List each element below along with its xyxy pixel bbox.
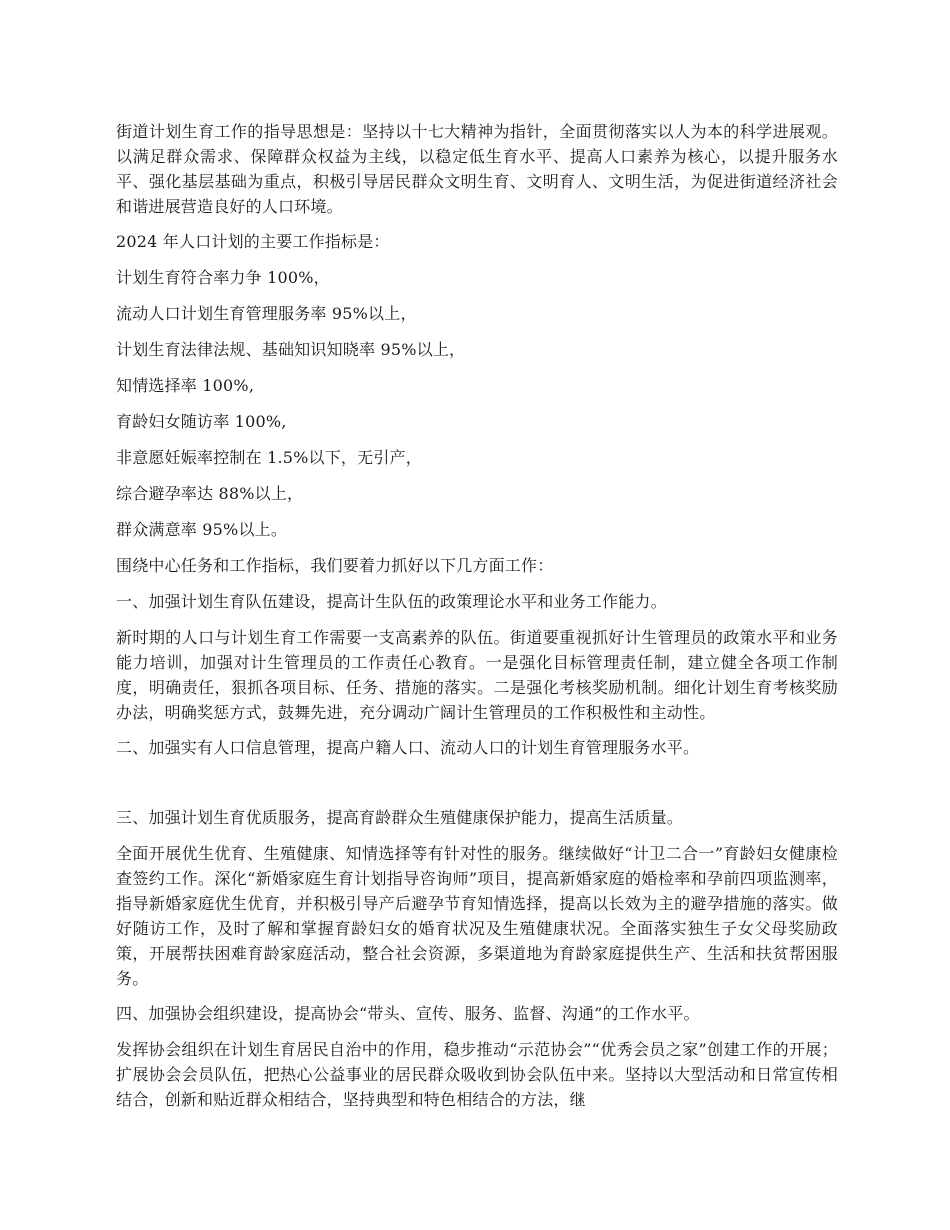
paragraph-section-1: 新时期的人口与计划生育工作需要一支高素养的队伍。街道要重视抓好计生管理员的政策水平和业务能力培训，加强对计生管理员的工作责任心教育。一是强化目标管理责任制，建立健全各项工作制度，明确责任，狠抓各项目标、任务、措施的落实。二是强化考核奖励机制。细化计划生育考核奖励办法，明确奖惩方式，鼓舞先进，充分调动广阔计生管理员的工作积极性和主动性。 [116,628,838,722]
indicator-contraception-rate: 综合避孕率达 88%以上， [116,484,304,503]
indicator-awareness-rate: 计划生育法律法规、基础知识知晓率 95%以上， [116,340,466,359]
blank-gap [116,771,838,805]
indicator-satisfaction-rate: 群众满意率 95%以上。 [116,520,288,539]
section-heading-2: 二、加强实有人口信息管理，提高户籍人口、流动人口的计划生育管理服务水平。 [116,738,700,757]
paragraph-section-4: 发挥协会组织在计划生育居民自治中的作用，稳步推动“示范协会”“优秀会员之家”创建工作的开展；扩展协会会员队伍，把热心公益事业的居民群众吸收到协会队伍中来。坚持以大型活动和日常宣传相结合，创新和贴近群众相结合，坚持典型和特色相结合的方法，继 [116,1040,838,1109]
section-heading-3: 三、加强计划生育优质服务，提高育龄群众生殖健康保护能力，提高生活质量。 [116,808,684,827]
section-heading-4: 四、加强协会组织建设，提高协会“带头、宣传、服务、监督、沟通”的工作水平。 [116,1004,700,1023]
indicator-follow-up-rate: 育龄妇女随访率 100%, [116,412,287,431]
paragraph-section-3: 全面开展优生优育、生殖健康、知情选择等有针对性的服务。继续做好“计卫二合一”育龄妇女健康检查签约工作。深化“新婚家庭生育计划指导咨询师”项目，提高新婚家庭的婚检率和孕前四项监测率，指导新婚家庭优生优育，并积极引导产后避孕节育知情选择，提高以长效为主的避孕措施的落实。做好随访工作，及时了解和掌握育龄妇女的婚育状况及生殖健康状况。全面落实独生子女父母奖励政策，开展帮扶困难育龄家庭活动，整合社会资源，多渠道地为育龄家庭提供生产、生活和扶贫帮困服务。 [116,844,838,988]
indicator-informed-choice: 知情选择率 100%, [116,376,255,395]
document-body [116,119,838,1122]
indicator-floating-population: 流动人口计划生育管理服务率 95%以上， [116,304,417,323]
indicator-unintended-pregnancy: 非意愿妊娠率控制在 1.5%以下，无引产， [116,448,422,467]
indicator-compliance-rate: 计划生育符合率力争 100%， [116,268,330,287]
section-heading-1: 一、加强计划生育队伍建设，提高计生队伍的政策理论水平和业务工作能力。 [116,592,667,611]
paragraph-guiding-ideology: 街道计划生育工作的指导思想是：坚持以十七大精神为指针，全面贯彻落实以人为本的科学进展观。以满足群众需求、保障群众权益为主线，以稳定低生育水平、提高人口素养为核心，以提升服务水平、强化基层基础为重点，积极引导居民群众文明生育、文明育人、文明生活，为促进街道经济社会和谐进展营造良好的人口环境。 [116,122,838,216]
paragraph-tasks-intro: 围绕中心任务和工作指标，我们要着力抓好以下几方面工作： [116,556,554,575]
paragraph-indicators-intro: 2024 年人口计划的主要工作指标是： [116,232,390,251]
